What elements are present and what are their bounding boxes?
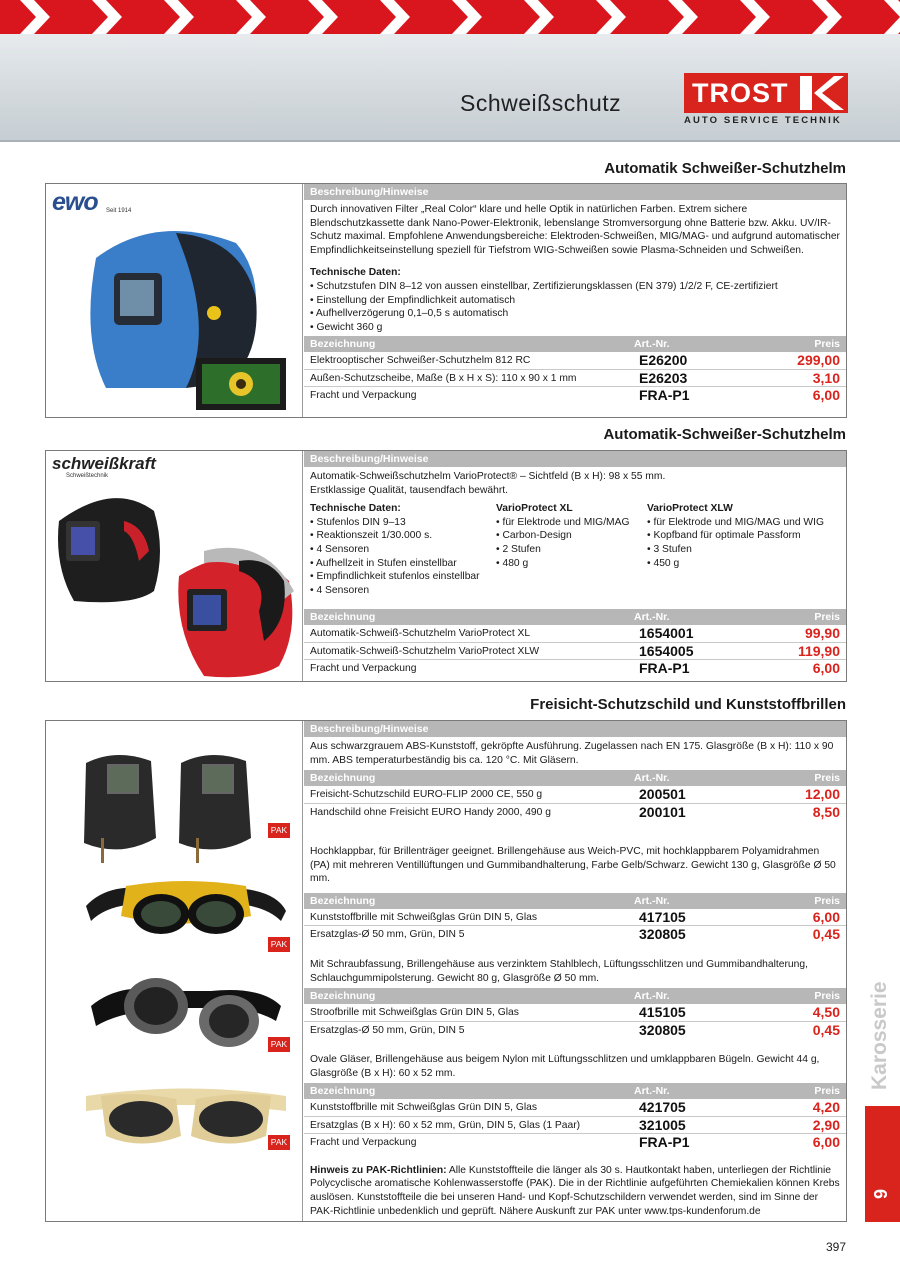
price: 12,00 <box>804 786 840 803</box>
pak-note <box>304 1152 846 1221</box>
section3-description-b: Hochklappbar, für Brillenträger geeignet. Brillengehäuse aus Weich-PVC, mit hochklappbarem Polyamidrahmen (PA) mit mehreren Ventillüftungen und Gummibandhalterung, Farbe Gelb/Schwarz. Gewicht 130 g, Glasgröße Ø 50 mm. <box>310 846 836 885</box>
pak-note-text: Alle Kunststoffteile die länger als 30 s. Hautkontakt haben, unterliegen der Richtlinie Polycyclische aromatische Kohlenwasserstoffe (PAK). Die in der Richtlinie aufgeführten Chemiekalien können Krebs auslösen. Kunststoffteile die bei unseren Hand- und Kopf-Schutzschildern verwendet werden, sind im Sinne der PAK-Richtlinie unbedenklich und geprüft. Nähere Auskunft zur PAK unter www.tps-kundenforum.de <box>310 1164 840 1217</box>
article-number: 200501 <box>639 786 686 803</box>
product-name: Elektrooptischer Schweißer-Schutzhelm 812 RC <box>310 355 531 367</box>
section3-content <box>304 721 846 1221</box>
col-bezeichnung: Bezeichnung <box>310 772 376 785</box>
page-title: Schweißschutz <box>460 90 622 116</box>
section2-image-col <box>46 451 303 681</box>
price: 8,50 <box>812 803 840 820</box>
col-preis: Preis <box>814 894 840 907</box>
section2-col1-item: • 4 Sensoren <box>310 543 370 555</box>
section1-content <box>304 184 846 405</box>
section1-tech-item: • Gewicht 360 g <box>310 321 383 333</box>
price: 119,90 <box>797 642 840 659</box>
section2-title: Automatik-Schweißer-Schutzhelm <box>603 426 846 443</box>
article-number: E26200 <box>639 352 688 369</box>
pak-badge: PAK <box>268 937 290 952</box>
article-number: FRA-P1 <box>639 387 690 404</box>
section2-content <box>304 451 846 678</box>
pak-note-title: Hinweis zu PAK-Richtlinien: <box>310 1164 447 1176</box>
article-number: FRA-P1 <box>639 660 690 677</box>
col-bezeichnung: Bezeichnung <box>310 894 376 907</box>
flip-up-goggles-image <box>86 876 286 946</box>
col-preis: Preis <box>814 772 840 785</box>
chapter-number: 9 <box>871 1188 891 1199</box>
price: 0,45 <box>812 1021 840 1038</box>
col-bezeichnung: Bezeichnung <box>310 611 376 624</box>
section2-col1-item: • Reaktionszeit 1/30.000 s. <box>310 530 433 542</box>
section2-box <box>45 450 847 682</box>
table-row[interactable] <box>304 370 846 388</box>
table-row[interactable] <box>304 643 846 661</box>
product-name: Kunststoffbrille mit Schweißglas Grün DIN 5, Glas <box>310 1102 537 1114</box>
section3-description-d: Ovale Gläser, Brillengehäuse aus beigem Nylon mit Lüftungsschlitzen und umklappbaren Bügeln. Gewicht 44 g, Glasgröße (B x H): 60 x 52 mm. <box>310 1054 820 1079</box>
price: 4,50 <box>812 1004 840 1021</box>
product-name: Ersatzglas (B x H): 60 x 52 mm, Grün, DIN 5, Glas (1 Paar) <box>310 1119 581 1131</box>
section3-table-header-d <box>304 1083 846 1099</box>
section2-col3-item: • für Elektrode und MIG/MAG und WIG <box>647 516 824 528</box>
schweisskraft-brand-logo: schweißkraft <box>52 454 156 473</box>
table-row[interactable] <box>304 1004 846 1022</box>
section3-table-header-a <box>304 770 846 786</box>
table-row[interactable] <box>304 804 846 822</box>
table-row[interactable] <box>304 1099 846 1117</box>
chapter-number-tab[interactable] <box>865 1106 900 1222</box>
section2-col1-item: • Stufenlos DIN 9–13 <box>310 516 406 528</box>
table-row[interactable] <box>304 1117 846 1135</box>
product-name: Kunststoffbrille mit Schweißglas Grün DIN 5, Glas <box>310 911 537 923</box>
product-name: Fracht und Verpackung <box>310 663 417 675</box>
section1-tech-item: • Aufhellverzögerung 0,1–0,5 s automatisch <box>310 308 509 320</box>
section2-col1-item: • Empfindlichkeit stufenlos einstellbar <box>310 571 480 583</box>
table-row[interactable] <box>304 352 846 370</box>
article-number: 421705 <box>639 1099 686 1116</box>
header-stripe <box>0 0 900 34</box>
welding-helmets-varioprotect-image <box>54 481 299 681</box>
product-name: Fracht und Verpackung <box>310 1137 417 1149</box>
product-name: Automatik-Schweiß-Schutzhelm VarioProtect XLW <box>310 645 540 657</box>
price: 6,00 <box>812 387 840 404</box>
table-row[interactable] <box>304 926 846 944</box>
trost-logo[interactable] <box>684 73 848 129</box>
section1-title: Automatik Schweißer-Schutzhelm <box>604 160 846 177</box>
section3-table-header-c <box>304 988 846 1004</box>
price: 2,90 <box>812 1116 840 1133</box>
product-name: Fracht und Verpackung <box>310 390 417 402</box>
price: 3,10 <box>812 369 840 386</box>
col-art-nr: Art.-Nr. <box>634 338 670 351</box>
table-row[interactable] <box>304 786 846 804</box>
nylon-goggles-image <box>86 1081 286 1156</box>
welding-shields-image <box>76 743 276 873</box>
table-row[interactable] <box>304 909 846 927</box>
section2-col2-item: • für Elektrode und MIG/MAG <box>496 516 630 528</box>
logo-text: TROST <box>692 78 789 108</box>
article-number: 321005 <box>639 1116 686 1133</box>
section2-desc-header: Beschreibung/Hinweise <box>304 451 846 467</box>
section2-col3-title: VarioProtect XLW <box>647 503 733 515</box>
section2-col1-item: • Aufhellzeit in Stufen einstellbar <box>310 557 457 569</box>
article-number: 1654005 <box>639 642 694 659</box>
col-art-nr: Art.-Nr. <box>634 1085 670 1098</box>
section1-box <box>45 183 847 418</box>
product-name: Ersatzglas-Ø 50 mm, Grün, DIN 5 <box>310 1024 465 1036</box>
col-bezeichnung: Bezeichnung <box>310 338 376 351</box>
pak-badge: PAK <box>268 823 290 838</box>
article-number: FRA-P1 <box>639 1134 690 1151</box>
steel-goggles-image <box>91 966 281 1056</box>
section2-tech-columns <box>304 497 846 609</box>
section1-tech-item: • Schutzstufen DIN 8–12 von aussen einstellbar, Zertifizierungsklassen (EN 379) 1/2/2 F, CE-zertifiziert <box>310 280 778 292</box>
article-number: 320805 <box>639 1021 686 1038</box>
section2-col2-item: • 2 Stufen <box>496 543 541 555</box>
article-number: E26203 <box>639 369 688 386</box>
table-row[interactable] <box>304 660 846 678</box>
section1-tech-item: • Einstellung der Empfindlichkeit automatisch <box>310 294 516 306</box>
pak-badge: PAK <box>268 1037 290 1052</box>
price: 0,45 <box>812 926 840 943</box>
table-row[interactable] <box>304 387 846 405</box>
price: 4,20 <box>812 1099 840 1116</box>
page-number: 397 <box>825 1240 846 1254</box>
product-name: Freisicht-Schutzschild EURO-FLIP 2000 CE, 550 g <box>310 789 543 801</box>
section1-description: Durch innovativen Filter „Real Color“ klare und helle Optik in natürlichen Farben. Extrem sichere Blendschutzkassette dank Nano-Power-Elektronik, lebenslange Stromversorgung ohne Batterie bzw. Akku. UV/IR-Schutz maximal. Empfohlene Anwendungsbereiche: Elektroden-Schweißen, MIG/MAG- und aufgrund automatischer Empfindlichkeitseinstellung speziell für Tiefstrom WIG-Schweißen sowie Plasma-Schneiden und Schweißen. <box>310 204 840 256</box>
section1-table-header <box>304 336 846 352</box>
section2-table-header <box>304 609 846 625</box>
section3-title: Freisicht-Schutzschild und Kunststoffbrillen <box>530 696 846 713</box>
price: 99,90 <box>804 625 840 642</box>
pak-badge: PAK <box>268 1135 290 1150</box>
col-preis: Preis <box>814 611 840 624</box>
article-number: 415105 <box>639 1004 686 1021</box>
section1-desc-header: Beschreibung/Hinweise <box>304 184 846 200</box>
ewo-brand-sub: Seit 1914 <box>106 208 132 214</box>
price: 6,00 <box>812 1134 840 1151</box>
table-row[interactable] <box>304 625 846 643</box>
article-number: 417105 <box>639 908 686 925</box>
col-art-nr: Art.-Nr. <box>634 990 670 1003</box>
article-number: 1654001 <box>639 625 694 642</box>
table-row[interactable] <box>304 1134 846 1152</box>
section2-description: Automatik-Schweißschutzhelm VarioProtect® – Sichtfeld (B x H): 98 x 55 mm. <box>310 471 666 482</box>
article-number: 320805 <box>639 926 686 943</box>
section1-tech-title: Technische Daten: <box>310 267 401 279</box>
section3-table-header-b <box>304 893 846 909</box>
section3-description-a: Aus schwarzgrauem ABS-Kunststoff, gekröpfte Ausführung. Zugelassen nach EN 175. Glasgröße (B x H): 110 x 90 mm. ABS temperaturbeständig bis ca. 120 °C. Mit Gläsern. <box>310 741 834 766</box>
col-preis: Preis <box>814 1085 840 1098</box>
section3-box <box>45 720 847 1222</box>
product-name: Außen-Schutzscheibe, Maße (B x H x S): 110 x 90 x 1 mm <box>310 372 577 384</box>
section2-col3-item: • Kopfband für optimale Passform <box>647 530 801 542</box>
chevron-stripe-pattern <box>0 0 900 34</box>
col-bezeichnung: Bezeichnung <box>310 990 376 1003</box>
col-art-nr: Art.-Nr. <box>634 772 670 785</box>
price: 6,00 <box>812 660 840 677</box>
section1-image-col <box>46 184 303 417</box>
welding-helmet-812rc-image <box>66 218 288 413</box>
price: 299,00 <box>797 352 840 369</box>
section2-col2-item: • 480 g <box>496 557 529 569</box>
logo-k-icon <box>800 76 844 110</box>
col-art-nr: Art.-Nr. <box>634 611 670 624</box>
section3-image-col <box>46 721 303 1221</box>
col-preis: Preis <box>814 338 840 351</box>
section2-col1-title: Technische Daten: <box>310 503 401 515</box>
logo-subtitle: AUTO SERVICE TECHNIK <box>684 115 842 126</box>
logo-box <box>684 73 848 113</box>
price: 6,00 <box>812 908 840 925</box>
section2-col1-item: • 4 Sensoren <box>310 584 370 596</box>
section2-col2-item: • Carbon-Design <box>496 530 572 542</box>
product-name: Automatik-Schweiß-Schutzhelm VarioProtect XL <box>310 628 531 640</box>
product-name: Handschild ohne Freisicht EURO Handy 2000, 490 g <box>310 806 551 818</box>
col-preis: Preis <box>814 990 840 1003</box>
product-name: Ersatzglas-Ø 50 mm, Grün, DIN 5 <box>310 929 465 941</box>
section3-desc-header: Beschreibung/Hinweise <box>304 721 846 737</box>
product-name: Stroofbrille mit Schweißglas Grün DIN 5, Glas <box>310 1007 519 1019</box>
table-row[interactable] <box>304 1022 846 1040</box>
schweisskraft-brand-sub: Schweißtechnik <box>66 473 109 479</box>
section2-description: Erstklassige Qualität, tausendfach bewährt. <box>310 484 509 496</box>
section2-col3-item: • 450 g <box>647 557 680 569</box>
section3-description-c: Mit Schraubfassung, Brillengehäuse aus verzinktem Stahlblech, Lüftungsschlitzen und Gummibandhalterung, Schlauchgummipolsterung. Gewicht 80 g, Glasgröße Ø 50 mm. <box>310 958 808 984</box>
col-art-nr: Art.-Nr. <box>634 894 670 907</box>
ewo-brand-logo: ewo <box>52 188 98 216</box>
section2-col3-item: • 3 Stufen <box>647 543 692 555</box>
article-number: 200101 <box>639 803 686 820</box>
col-bezeichnung: Bezeichnung <box>310 1085 376 1098</box>
section2-col2-title: VarioProtect XL <box>496 503 573 515</box>
category-label: Karosserie <box>868 981 891 1090</box>
category-side-tab[interactable] <box>865 950 900 1106</box>
